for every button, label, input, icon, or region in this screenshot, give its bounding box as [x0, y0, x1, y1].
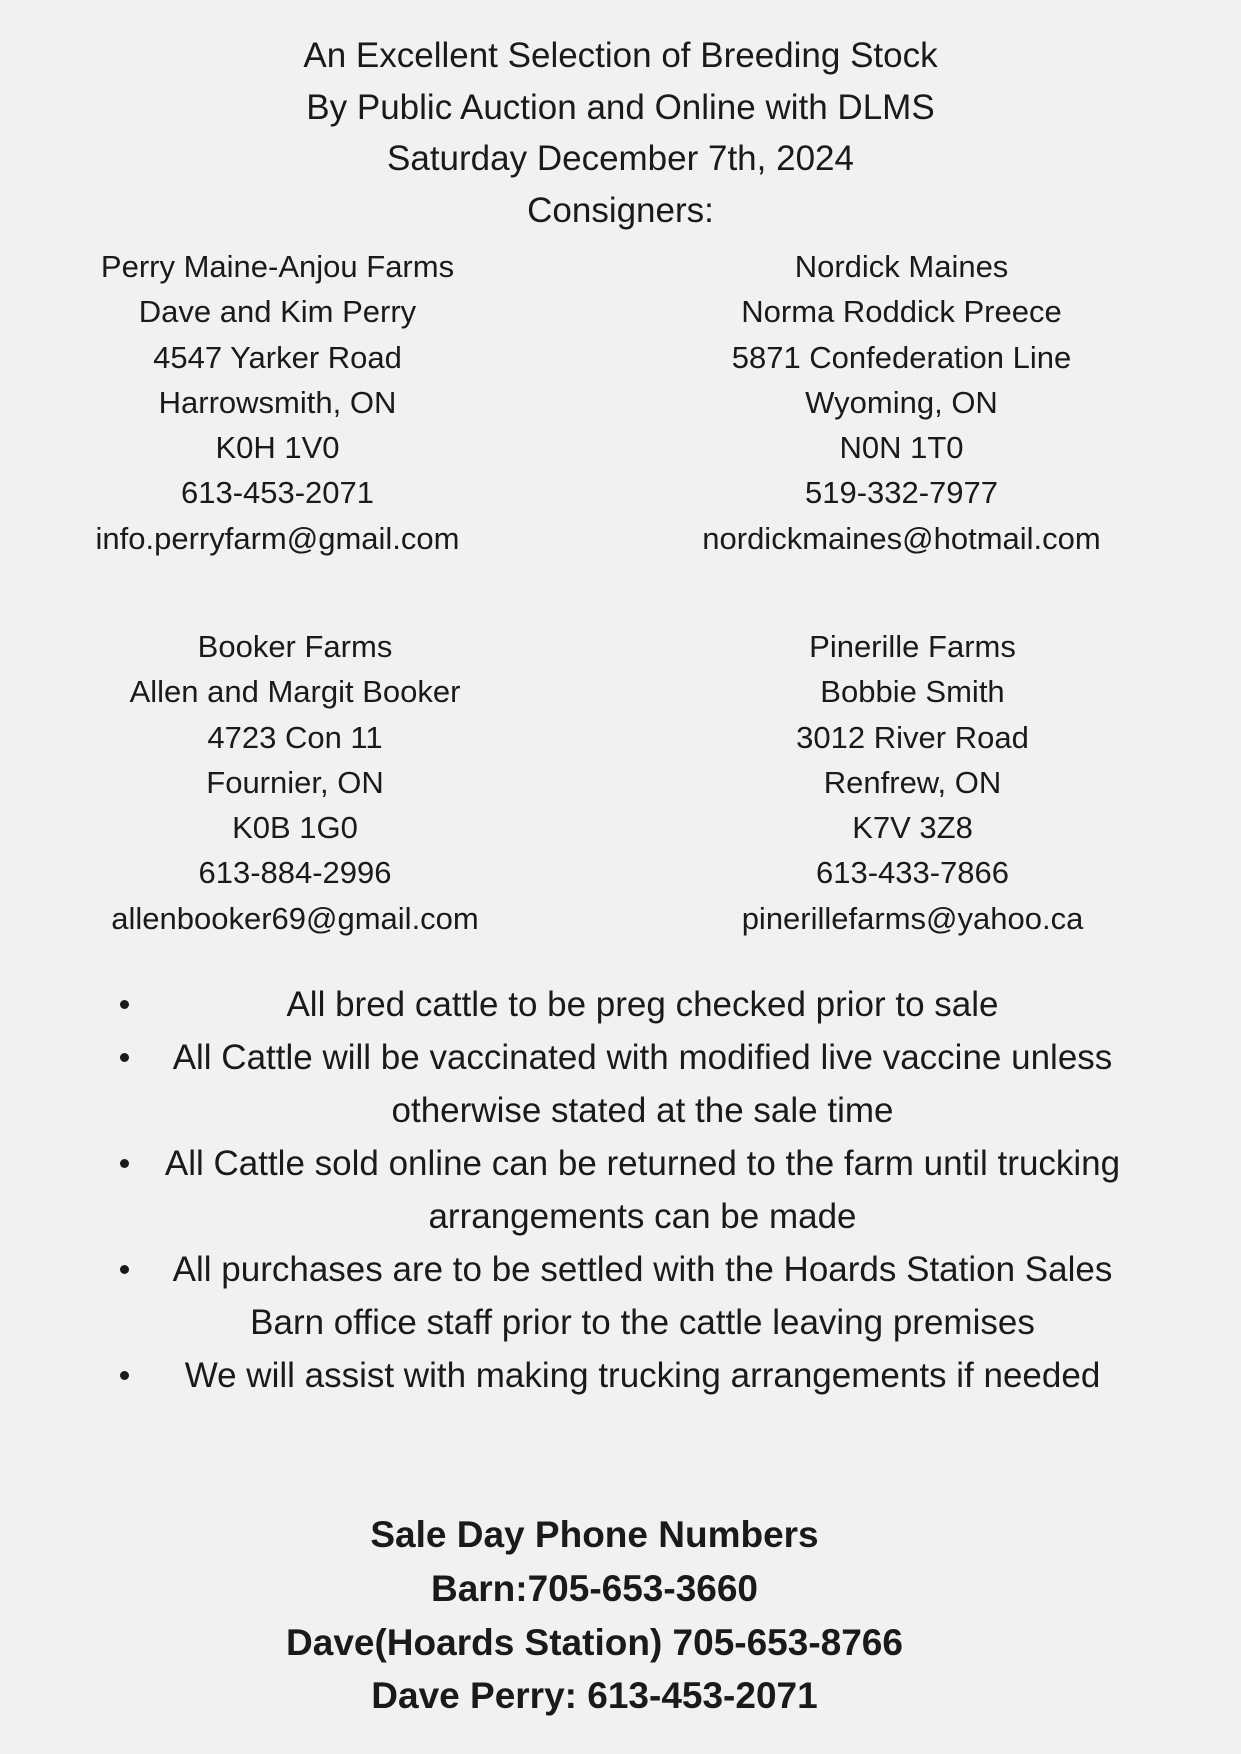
- consigner-card-perry: [40, 244, 515, 561]
- barn-phone: Barn:705-653-3660: [430, 1567, 759, 1609]
- consigner-city: Harrowsmith, ON: [158, 384, 397, 420]
- consigner-postal: K7V 3Z8: [852, 810, 973, 846]
- bullet-icon: [120, 1000, 129, 1009]
- term-text: All Cattle sold online can be returned to the farm until trucking arrangements can be made: [164, 1144, 1121, 1236]
- consigner-address: 5871 Confederation Line: [731, 339, 1072, 375]
- sale-terms-list: [120, 978, 1135, 1402]
- consigner-email: pinerillefarms@yahoo.ca: [741, 900, 1084, 936]
- list-item: [120, 1137, 1135, 1243]
- station-phone: Dave(Hoards Station) 705-653-8766: [286, 1621, 903, 1663]
- consigner-contact: Allen and Margit Booker: [129, 674, 461, 710]
- consigner-card-booker: [50, 624, 540, 941]
- consigner-phone: 613-453-2071: [180, 475, 375, 511]
- consigner-contact: Dave and Kim Perry: [138, 294, 417, 330]
- term-text: All Cattle will be vaccinated with modified live vaccine unless otherwise stated at the sale time: [172, 1038, 1113, 1130]
- consigner-contact: Bobbie Smith: [820, 674, 1005, 710]
- consigner-card-nordick: [655, 244, 1148, 561]
- header-subtitle: By Public Auction and Online with DLMS: [306, 87, 935, 127]
- consigner-city: Renfrew, ON: [823, 764, 1002, 800]
- consigners-heading: Consigners:: [527, 190, 714, 230]
- consigner-address: 4547 Yarker Road: [153, 339, 402, 375]
- bullet-icon: [120, 1371, 129, 1380]
- consigner-email: allenbooker69@gmail.com: [111, 900, 479, 936]
- consigner-city: Wyoming, ON: [805, 384, 998, 420]
- list-item: [120, 1031, 1135, 1137]
- consigner-address: 3012 River Road: [796, 719, 1029, 755]
- perry-phone: Dave Perry: 613-453-2071: [371, 1675, 818, 1717]
- consigner-postal: K0B 1G0: [232, 810, 358, 846]
- consigner-contact: Norma Roddick Preece: [741, 294, 1062, 330]
- consigner-address: 4723 Con 11: [207, 719, 383, 755]
- list-item: [120, 1243, 1135, 1349]
- bullet-icon: [120, 1053, 129, 1062]
- consigner-phone: 613-884-2996: [198, 855, 392, 891]
- consigner-farm: Nordick Maines: [794, 249, 1009, 284]
- sale-day-phones: [0, 1508, 1189, 1723]
- consigner-email: info.perryfarm@gmail.com: [95, 520, 460, 556]
- term-text: We will assist with making trucking arrangements if needed: [184, 1356, 1101, 1395]
- list-item: [120, 978, 1135, 1031]
- flyer-header: [0, 30, 1241, 236]
- header-title: An Excellent Selection of Breeding Stock: [303, 36, 938, 75]
- bullet-icon: [120, 1265, 129, 1274]
- phones-heading: Sale Day Phone Numbers: [370, 1514, 819, 1555]
- consigner-farm: Booker Farms: [197, 629, 393, 664]
- consigner-card-pinerille: [665, 624, 1160, 941]
- consigner-postal: N0N 1T0: [839, 430, 964, 466]
- consigner-phone: 613-433-7866: [815, 855, 1010, 891]
- term-text: All bred cattle to be preg checked prior to sale: [286, 985, 999, 1024]
- consigner-email: nordickmaines@hotmail.com: [702, 520, 1101, 556]
- term-text: All purchases are to be settled with the Hoards Station Sales Barn office staff prior to the cattle leaving premises: [172, 1250, 1113, 1342]
- consigner-farm: Perry Maine-Anjou Farms: [100, 249, 455, 284]
- consigner-farm: Pinerille Farms: [809, 629, 1016, 664]
- consigner-phone: 519-332-7977: [804, 475, 999, 511]
- bullet-icon: [120, 1159, 129, 1168]
- consigner-postal: K0H 1V0: [215, 430, 340, 466]
- consigner-city: Fournier, ON: [206, 764, 384, 800]
- list-item: [120, 1349, 1135, 1402]
- sale-date: Saturday December 7th, 2024: [387, 139, 854, 178]
